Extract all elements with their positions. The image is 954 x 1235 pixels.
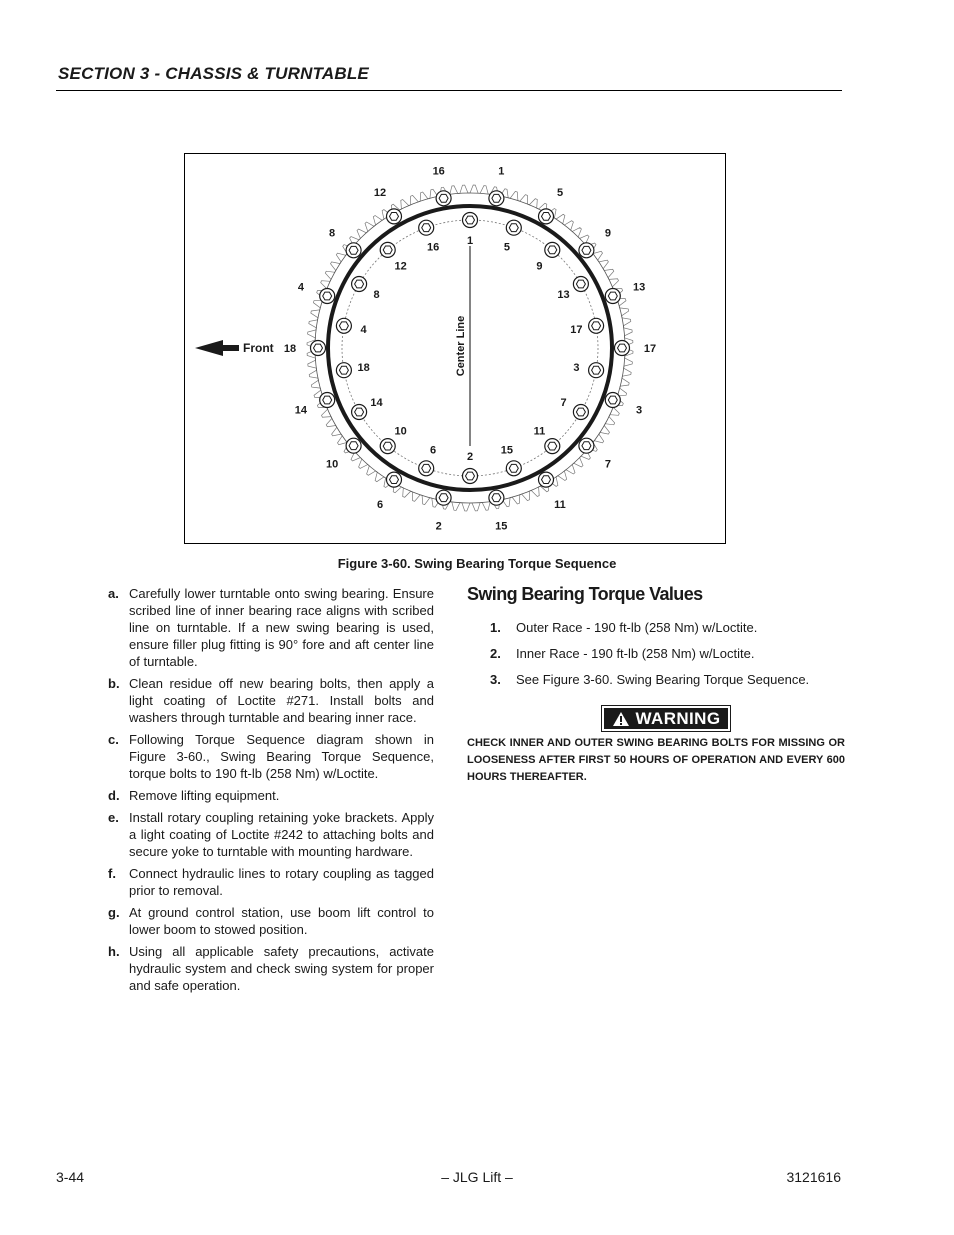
outer-bolt-head	[492, 194, 501, 202]
outer-bolt	[436, 191, 451, 206]
outer-bolt-head	[439, 494, 448, 502]
inner-bolt-label: 6	[430, 444, 437, 457]
swing-bearing-diagram	[185, 154, 725, 543]
step-text: Connect hydraulic lines to rotary coupling as tagged prior to removal.	[129, 866, 434, 898]
inner-bolt-label: 8	[373, 289, 380, 301]
outer-bolt-label: 13	[632, 281, 646, 294]
inner-bolt-head	[592, 322, 601, 330]
document-number: 3121616	[786, 1169, 841, 1185]
outer-bolt	[320, 289, 335, 304]
inner-bolt-head	[576, 408, 585, 416]
outer-bolt-head	[323, 396, 332, 404]
outer-bolt-label: 16	[432, 165, 445, 178]
outer-bolt-label: 14	[294, 404, 308, 417]
outer-bolt-label: 6	[376, 498, 384, 511]
outer-bolt-head	[608, 396, 617, 404]
step-text: At ground control station, use boom lift control to lower boom to stowed position.	[129, 905, 434, 937]
outer-bolt	[579, 438, 594, 453]
torque-values-heading: Swing Bearing Torque Values	[467, 584, 703, 604]
inner-bolt	[573, 405, 588, 420]
torque-sequence-figure	[184, 153, 726, 544]
inner-bolt-label: 14	[370, 397, 383, 409]
inner-bolt-head	[509, 464, 518, 472]
inner-bolt	[380, 439, 395, 454]
outer-bolt-head	[582, 442, 591, 450]
warning-label: WARNING	[635, 708, 721, 728]
outer-bolt-head	[323, 292, 332, 300]
item-text: Outer Race - 190 ft-lb (258 Nm) w/Loctite.	[516, 620, 758, 635]
step-text: Following Torque Sequence diagram shown in Figure 3-60., Swing Bearing Torque Sequence, torque bolts to 190 ft-lb (258 Nm) w/Loctite.	[129, 732, 434, 781]
outer-bolt-label: 4	[297, 281, 304, 294]
item-number: 1.	[490, 620, 501, 635]
inner-bolt-head	[576, 280, 585, 288]
torque-value-item	[490, 645, 840, 662]
step-text: Install rotary coupling retaining yoke brackets. Apply a light coating of Loctite #242 to attaching bolts and secure yoke to turntable with mounting hardware.	[129, 810, 434, 859]
inner-bolt	[352, 277, 367, 292]
outer-bolt-label: 18	[283, 343, 297, 355]
step-mark: b.	[108, 676, 120, 691]
outer-bolt-head	[349, 246, 358, 254]
inner-bolt-label: 2	[466, 451, 474, 463]
outer-bolt-head	[618, 344, 627, 352]
step-text: Remove lifting equipment.	[129, 788, 280, 803]
inner-bolt-label: 1	[466, 235, 474, 247]
outer-bolt-head	[542, 213, 551, 221]
center-line-text: Center Line	[455, 315, 467, 377]
inner-bolt	[380, 242, 395, 257]
outer-bolt-label: 9	[604, 227, 611, 240]
inner-bolt	[336, 363, 351, 378]
inner-bolt-label: 13	[557, 289, 570, 301]
step-item	[108, 787, 434, 804]
inner-bolt	[336, 318, 351, 333]
outer-bolt-head	[390, 213, 399, 221]
outer-bolt-head	[492, 494, 501, 502]
inner-bolt-label: 4	[360, 324, 367, 337]
procedure-steps	[108, 585, 434, 999]
outer-bolt	[489, 191, 504, 206]
outer-bolt	[436, 490, 451, 505]
outer-bolt	[346, 438, 361, 453]
item-text: See Figure 3-60. Swing Bearing Torque Sequence.	[516, 672, 810, 687]
inner-bolt-head	[355, 408, 364, 416]
inner-bolt	[419, 461, 434, 476]
inner-bolt-head	[466, 472, 475, 480]
inner-bolt-head	[339, 366, 348, 374]
inner-bolt-head	[355, 280, 364, 288]
step-mark: a.	[108, 586, 119, 601]
outer-bolt-head	[542, 476, 551, 484]
outer-bolt-head	[390, 476, 399, 484]
outer-bolt	[320, 393, 335, 408]
inner-bolt-label: 17	[570, 324, 583, 337]
center-line-label	[455, 316, 467, 377]
outer-bolt-label: 3	[636, 404, 643, 417]
inner-bolt-label: 11	[533, 425, 546, 438]
outer-bolt	[387, 209, 402, 224]
outer-bolt	[346, 243, 361, 258]
step-mark: c.	[108, 732, 119, 747]
figure-caption: Figure 3-60. Swing Bearing Torque Sequence	[337, 556, 617, 571]
torque-values-list	[490, 619, 840, 697]
inner-bolt-head	[548, 442, 557, 450]
step-item	[108, 585, 434, 670]
item-text: Inner Race - 190 ft-lb (258 Nm) w/Loctite.	[516, 646, 755, 661]
outer-bolt	[387, 472, 402, 487]
inner-bolt	[463, 213, 478, 228]
warning-badge	[602, 706, 730, 731]
front-arrow	[195, 340, 274, 356]
step-mark: e.	[108, 810, 119, 825]
inner-bolt	[506, 220, 521, 235]
outer-bolt	[539, 472, 554, 487]
inner-bolt-head	[592, 366, 601, 374]
front-arrow-shaft	[221, 345, 239, 351]
outer-bolt-label: 8	[329, 227, 336, 240]
outer-bolt-label: 10	[325, 458, 339, 471]
outer-bolt-label: 7	[604, 458, 611, 471]
outer-bolt	[579, 243, 594, 258]
inner-bolt-label: 10	[394, 425, 407, 438]
outer-bolt-label: 17	[643, 343, 657, 355]
outer-bolt-head	[608, 292, 617, 300]
section-title: SECTION 3 - CHASSIS & TURNTABLE	[58, 64, 369, 83]
outer-bolt	[311, 341, 326, 356]
step-item	[108, 809, 434, 860]
torque-value-item	[490, 619, 840, 636]
outer-bolt-head	[439, 194, 448, 202]
outer-bolt	[605, 393, 620, 408]
torque-value-item	[490, 671, 840, 688]
inner-bolt-label: 3	[573, 361, 580, 374]
step-text: Carefully lower turntable onto swing bearing. Ensure scribed line of inner bearing race aligns with scribed line on turntable. If a new swing bearing is used, ensure filler plug fitting is 90° fore and aft center line of turntable.	[129, 586, 434, 669]
inner-bolt	[589, 318, 604, 333]
header-divider	[56, 90, 842, 91]
outer-bolt-label: 15	[495, 520, 508, 533]
outer-bolt-label: 5	[556, 187, 564, 200]
step-item	[108, 943, 434, 994]
item-number: 2.	[490, 646, 501, 661]
footer-brand: – JLG Lift –	[441, 1169, 513, 1185]
inner-bolt	[506, 461, 521, 476]
step-item	[108, 904, 434, 938]
step-text: Clean residue off new bearing bolts, then apply a light coating of Loctite #271. Install bolts and washers through turntable and bearing inner race.	[129, 676, 434, 725]
inner-bolt-label: 16	[426, 241, 440, 254]
outer-bolt	[539, 209, 554, 224]
outer-bolt-label: 1	[498, 165, 505, 178]
outer-bolt-label: 2	[435, 520, 442, 533]
step-mark: g.	[108, 905, 120, 920]
outer-bolt-label: 11	[554, 498, 566, 511]
outer-bolt-head	[314, 344, 323, 352]
inner-bolt	[573, 277, 588, 292]
outer-bolt-label: 12	[373, 187, 387, 200]
inner-bolt-head	[509, 224, 518, 232]
inner-bolt-head	[422, 224, 431, 232]
inner-bolt-head	[548, 246, 557, 254]
inner-bolt	[463, 469, 478, 484]
inner-bolt-label: 5	[503, 241, 510, 254]
inner-bolt-label: 7	[560, 397, 567, 409]
outer-bolt	[605, 289, 620, 304]
outer-bolt-head	[582, 246, 591, 254]
inner-bolt-head	[339, 322, 348, 330]
outer-bolt	[615, 341, 630, 356]
front-label: Front	[243, 341, 274, 355]
warning-triangle-icon	[612, 711, 630, 727]
inner-bolt-head	[422, 464, 431, 472]
step-mark: d.	[108, 788, 120, 803]
inner-bolt	[545, 439, 560, 454]
inner-bolt-label: 12	[394, 260, 407, 273]
inner-bolt-head	[466, 216, 475, 224]
step-item	[108, 675, 434, 726]
inner-bolt-label: 15	[500, 444, 514, 457]
inner-bolt-head	[383, 246, 392, 254]
inner-bolt	[545, 242, 560, 257]
step-item	[108, 865, 434, 899]
step-item	[108, 731, 434, 782]
outer-bolt	[489, 490, 504, 505]
step-text: Using all applicable safety precautions, activate hydraulic system and check swing system for proper and safe operation.	[129, 944, 434, 993]
inner-bolt-label: 18	[357, 361, 370, 374]
front-arrow-head	[195, 340, 223, 356]
step-mark: f.	[108, 866, 116, 881]
inner-bolt	[352, 405, 367, 420]
inner-bolt	[589, 363, 604, 378]
page-number: 3-44	[56, 1169, 85, 1185]
step-mark: h.	[108, 944, 120, 959]
inner-bolt-head	[383, 442, 392, 450]
warning-message: CHECK INNER AND OUTER SWING BEARING BOLTS FOR MISSING OR LOOSENESS AFTER FIRST 50 HOURS OF OPERATION AND EVERY 600 HOURS THEREAFTER.	[467, 737, 845, 783]
inner-bolt-label: 9	[536, 260, 543, 273]
outer-bolt-head	[349, 442, 358, 450]
inner-bolt	[419, 220, 434, 235]
item-number: 3.	[490, 672, 501, 687]
